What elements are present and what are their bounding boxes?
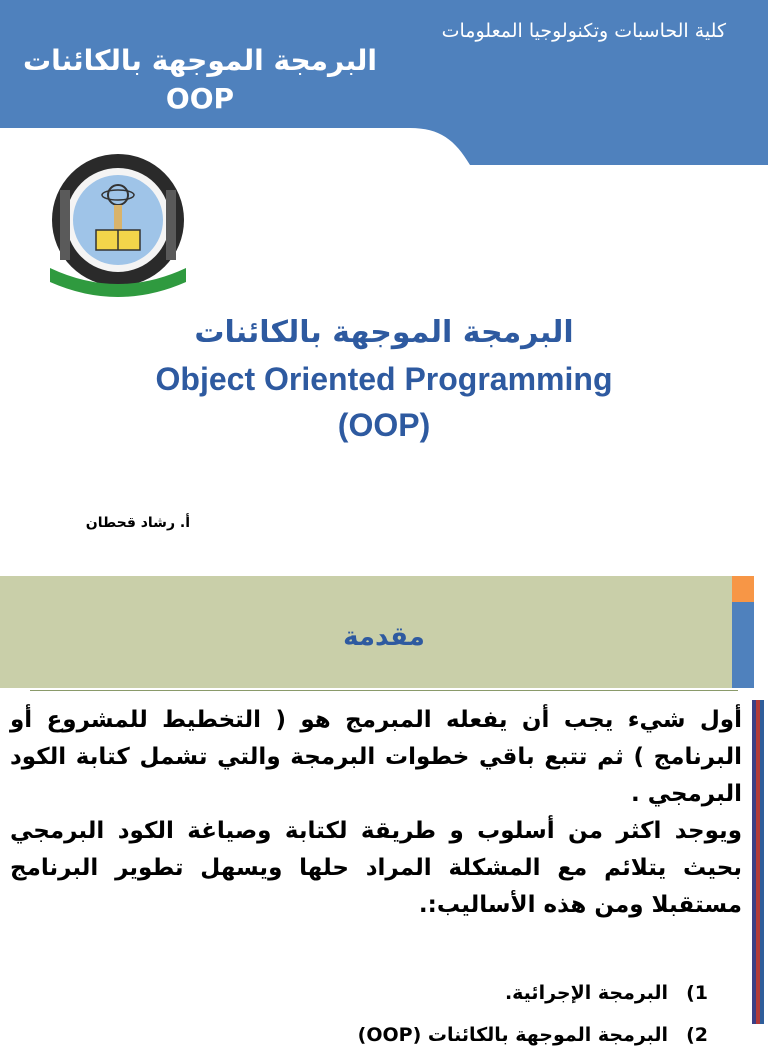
slide-title: مقدمة bbox=[343, 622, 425, 652]
list-item bbox=[0, 972, 708, 1014]
title-abbreviation: (OOP) bbox=[337, 407, 431, 443]
list-item bbox=[0, 1014, 708, 1056]
college-name: كلية الحاسبات وتكنولوجيا المعلومات bbox=[441, 20, 726, 42]
list-text: البرمجة الموجهة بالكائنات (OOP) bbox=[357, 1024, 669, 1046]
list-number: 2) bbox=[686, 1024, 708, 1046]
accent-orange-block bbox=[732, 576, 754, 602]
methods-list bbox=[0, 972, 708, 1056]
author-name: أ. رشاد قحطان bbox=[85, 515, 190, 531]
side-accent-bar bbox=[752, 700, 764, 1024]
list-number: 1) bbox=[686, 982, 708, 1004]
banner-title-arabic: البرمجة الموجهة بالكائنات bbox=[23, 44, 377, 77]
paragraph-1: أول شيء يجب أن يفعله المبرمج هو ( التخطيط للمشروع أو البرنامج ) ثم تتبع باقي خطوات البرمجة والتي تشمل كتابة الكود البرمجي . bbox=[10, 707, 742, 807]
paragraph-2: ويوجد اكثر من أسلوب و طريقة لكتابة وصياغة الكود البرمجي بحيث يتلائم مع المشكلة المراد حلها ويسهل تطوير البرنامج مستقبلا ومن هذه الأساليب:. bbox=[10, 818, 742, 918]
header-divider bbox=[30, 690, 738, 691]
main-title bbox=[0, 310, 768, 448]
banner-title bbox=[20, 42, 380, 118]
body-text bbox=[10, 702, 742, 924]
title-arabic: البرمجة الموجهة بالكائنات bbox=[194, 315, 574, 350]
banner-title-english: OOP bbox=[165, 82, 235, 115]
intro-slide bbox=[0, 572, 768, 1046]
university-logo bbox=[40, 150, 196, 306]
list-text: البرمجة الإجرائية. bbox=[504, 982, 669, 1004]
title-english: Object Oriented Programming bbox=[155, 361, 613, 397]
